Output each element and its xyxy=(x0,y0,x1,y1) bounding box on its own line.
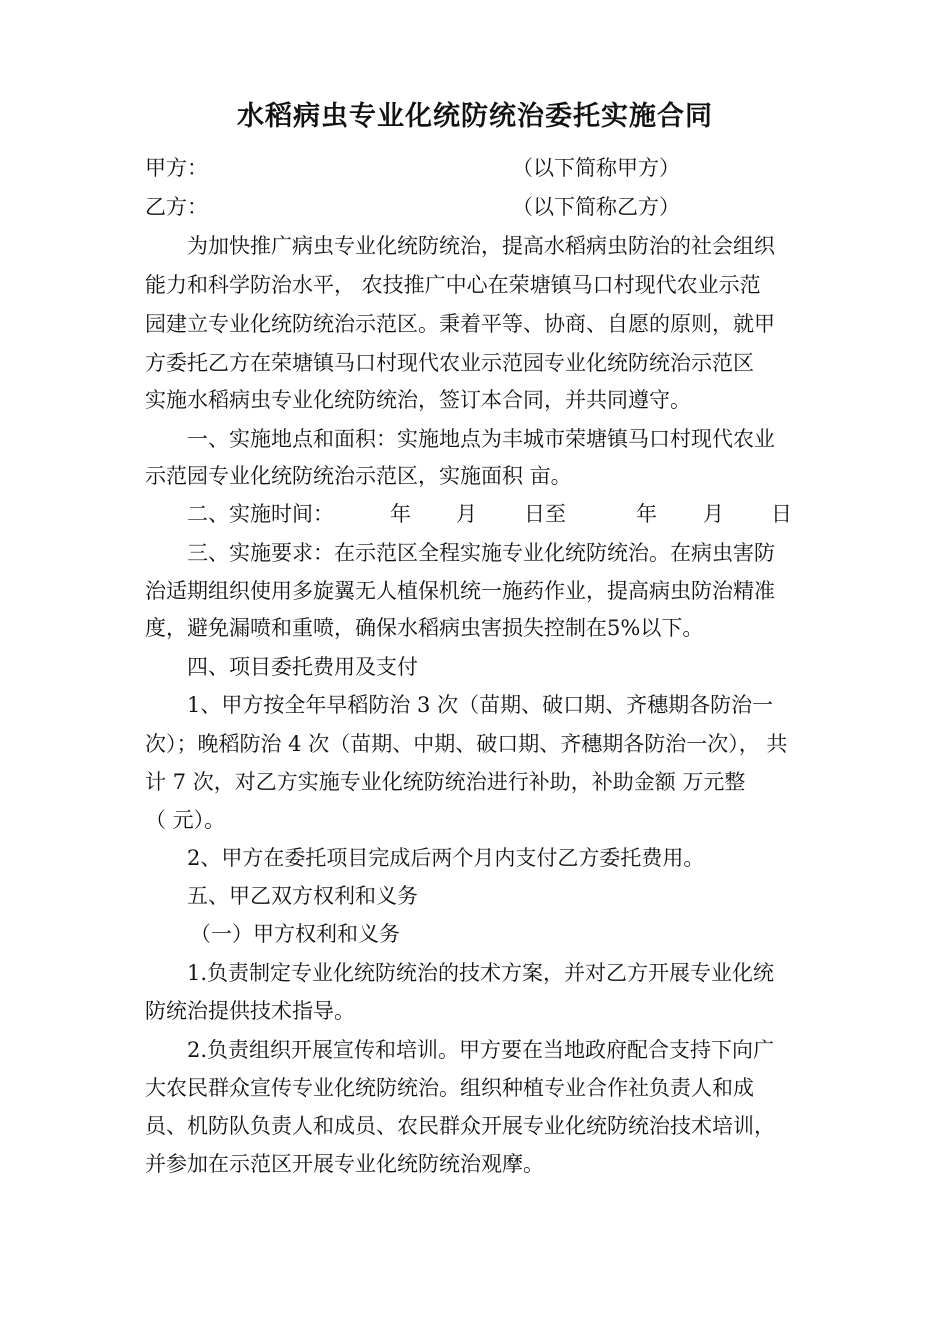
section4-item1-line: 1、甲方按全年早稻防治 3 次（苗期、破口期、齐穗期各防治一 xyxy=(187,693,774,717)
intro-line: 方委托乙方在荣塘镇马口村现代农业示范园专业化统防统治示范区 xyxy=(145,351,754,375)
section2-day2: 日 xyxy=(771,502,792,526)
section2-day-to: 日至 xyxy=(524,502,566,526)
section4-item1-line: 次）；晚稻防治 4 次（苗期、中期、破口期、齐穗期各防治一次）， 共 xyxy=(145,732,788,756)
intro-line: 能力和科学防治水平， 农技推广中心在荣塘镇马口村现代农业示范 xyxy=(145,273,761,297)
section2-year2: 年 xyxy=(636,502,657,526)
section2-year1: 年 xyxy=(390,502,411,526)
section3-line: 度，避免漏喷和重喷，确保水稻病虫害损失控制在5%以下。 xyxy=(145,616,704,640)
section5-sub1: （一）甲方权利和义务 xyxy=(190,922,400,946)
intro-line: 园建立专业化统防统治示范区。秉着平等、协商、自愿的原则，就甲 xyxy=(145,312,775,336)
party-b-label: 乙方： xyxy=(145,195,208,219)
section5-item2-line: 员、机防队负责人和成员、农民群众开展专业化统防统治技术培训， xyxy=(145,1114,775,1138)
section5-item2-line: 大农民群众宣传专业化统防统治。组织种植专业合作社负责人和成 xyxy=(145,1076,754,1100)
section4-item2: 2、甲方在委托项目完成后两个月内支付乙方委托费用。 xyxy=(187,846,705,870)
party-a-label: 甲方： xyxy=(145,156,208,180)
document-title: 水稻病虫专业化统防统治委托实施合同 xyxy=(237,101,713,132)
section2-label: 二、实施时间： xyxy=(187,502,334,526)
section1-line: 一、实施地点和面积：实施地点为丰城市荣塘镇马口村现代农业 xyxy=(187,427,775,451)
section4-item1-line: （ 元）。 xyxy=(145,808,226,832)
section3-line: 治适期组织使用多旋翼无人植保机统一施药作业，提高病虫防治精准 xyxy=(145,579,775,603)
intro-line: 实施水稻病虫专业化统防统治，签订本合同，并共同遵守。 xyxy=(145,388,691,412)
section5-item1-line: 1.负责制定专业化统防统治的技术方案，并对乙方开展专业化统 xyxy=(187,961,775,985)
section5-item1-line: 防统治提供技术指导。 xyxy=(145,999,355,1023)
section3-line: 三、实施要求：在示范区全程实施专业化统防统治。在病虫害防 xyxy=(187,541,775,565)
section4-item1-line: 计 7 次，对乙方实施专业化统防统治进行补助，补助金额 万元整 xyxy=(145,770,746,794)
section1-line: 示范园专业化统防统治示范区，实施面积 亩。 xyxy=(145,464,572,488)
party-b-note: （以下简称乙方） xyxy=(512,195,680,219)
section5-item2-line: 2.负责组织开展宣传和培训。甲方要在当地政府配合支持下向广 xyxy=(187,1038,775,1062)
party-a-note: （以下简称甲方） xyxy=(512,156,680,180)
section2-month2: 月 xyxy=(703,502,724,526)
section5-heading: 五、甲乙双方权利和义务 xyxy=(187,884,418,908)
section4-heading: 四、项目委托费用及支付 xyxy=(187,655,418,679)
section5-item2-line: 并参加在示范区开展专业化统防统治观摩。 xyxy=(145,1152,544,1176)
section2-month1: 月 xyxy=(456,502,477,526)
intro-line: 为加快推广病虫专业化统防统治，提高水稻病虫防治的社会组织 xyxy=(187,234,775,258)
